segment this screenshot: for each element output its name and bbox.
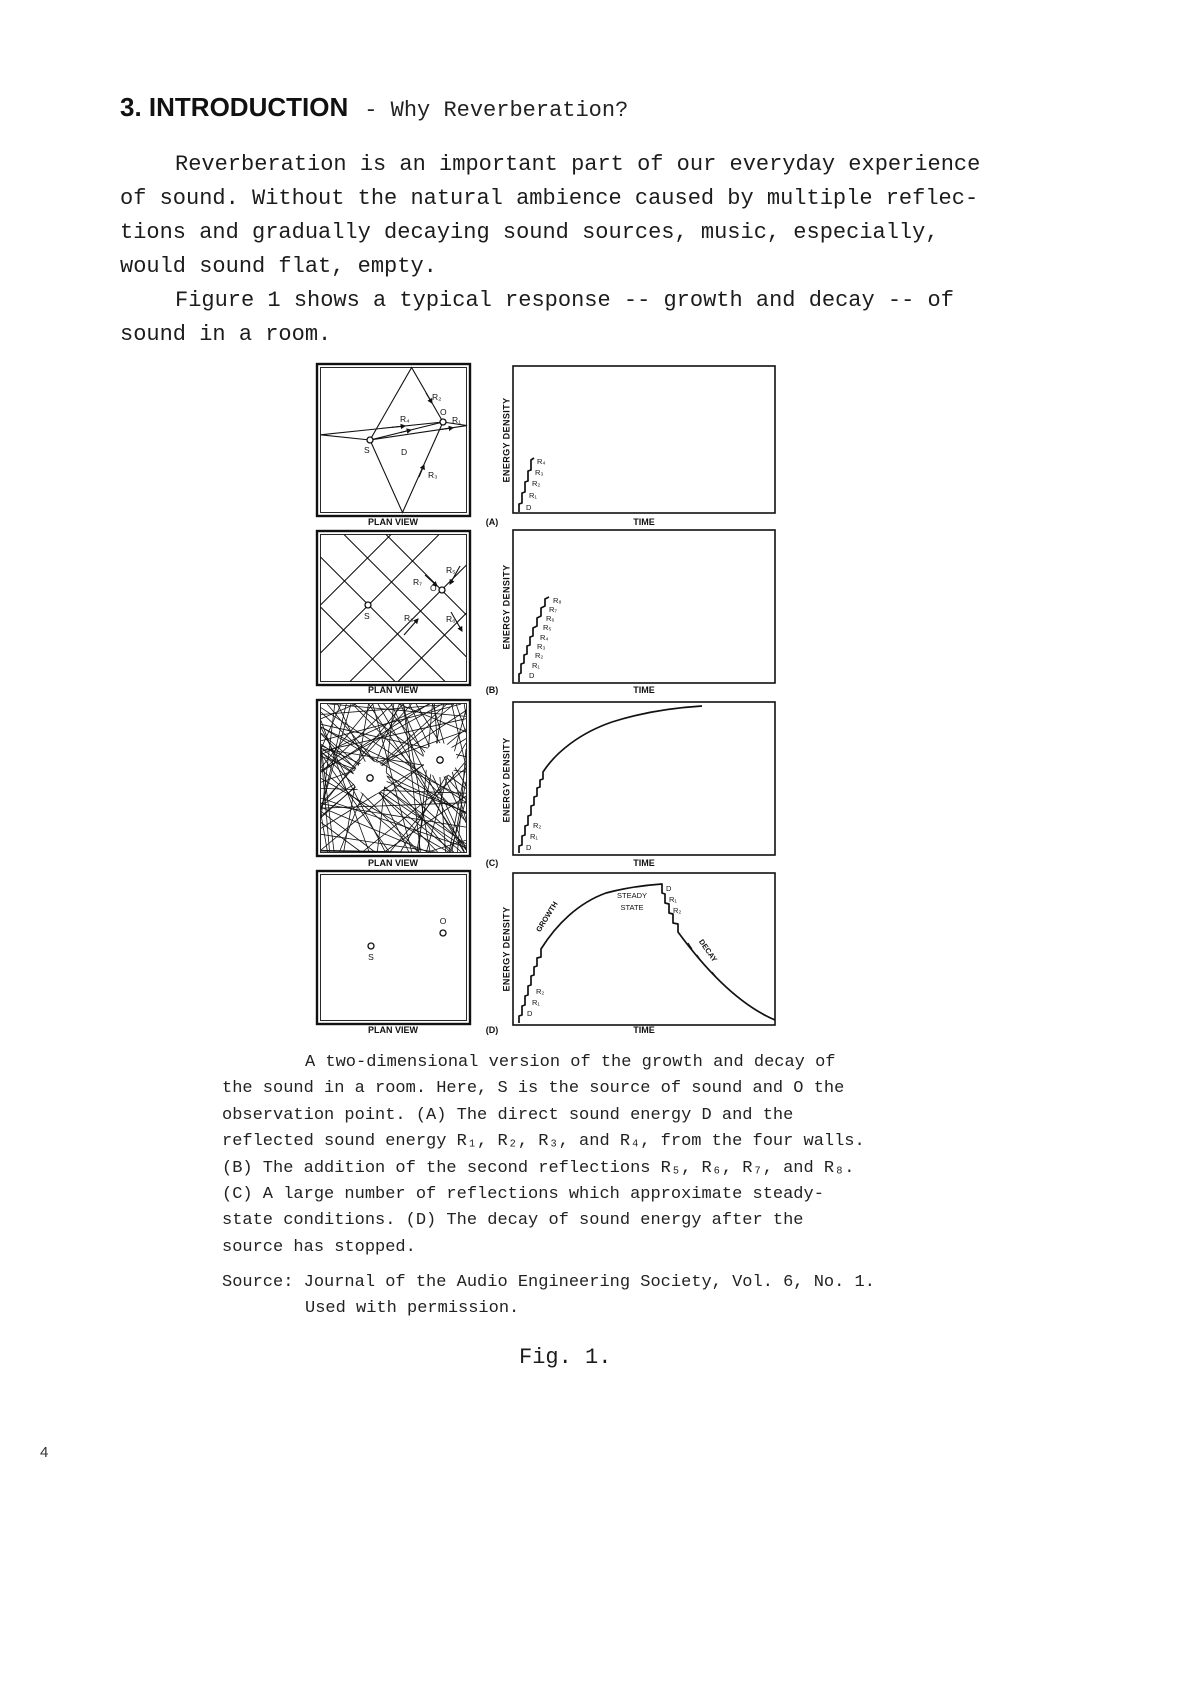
arrow [419,465,424,477]
graph-frame [513,702,775,855]
arrow [440,428,453,430]
label-r4: R₄ [540,633,549,642]
panel-letter: (D) [485,1025,499,1035]
label-source: S [364,611,370,621]
caption-line: (B) The addition of the second reflections R₅, R₆, R₇, and R₈. [222,1158,855,1178]
x-axis-label: TIME [633,858,655,868]
label-decay-r1: R₁ [669,895,677,904]
growth-label: GROWTH [534,899,560,934]
section-title: 3. INTRODUCTION [120,92,349,122]
dense-reflection-paths [321,704,466,852]
observer-marker [437,757,443,763]
label-r4: R₄ [537,457,546,466]
observer-marker [439,587,445,593]
body-line: of sound. Without the natural ambience caused by multiple reflec- [120,186,979,211]
plan-view-label: PLAN VIEW [367,858,419,868]
label-r4: R₄ [400,414,410,424]
reverberation-figure [300,355,800,1045]
plan-frame-inner [321,368,467,513]
caption-line: source has stopped. [222,1237,416,1257]
arrow [392,426,405,427]
label-r2: R₂ [533,821,542,830]
source-line: Used with permission. [305,1299,520,1319]
x-axis-label: TIME [633,685,655,695]
label-r2: R₂ [532,479,541,488]
label-r3: R₃ [428,470,438,480]
y-axis-label: ENERGY DENSITY [501,397,512,483]
source-credit [222,1270,942,1323]
caption-line: the sound in a room. Here, S is the source of sound and O the [222,1079,845,1099]
reflection-path-r3 [370,422,443,513]
label-observer: O [440,407,447,417]
plan-frame-inner [321,875,467,1021]
steady-state-label-line1: STEADY [616,891,648,900]
figure-label: Fig. 1. [519,1345,612,1370]
energy-graph-b [501,530,775,683]
y-axis-label: ENERGY DENSITY [501,906,512,992]
caption-line: state conditions. (D) The decay of sound energy after the [222,1211,804,1231]
panel-letter: (A) [485,517,499,527]
decay-label: DECAY [697,937,720,964]
source-marker [367,775,373,781]
panel-a [317,364,775,527]
plan-view-a [317,364,470,516]
label-r2: R₂ [536,987,545,996]
plan-frame-inner [321,535,467,682]
body-line: would sound flat, empty. [120,254,437,279]
label-r5: R₅ [446,565,456,575]
section-heading [120,90,628,124]
label-r8: R₈ [553,596,562,605]
reflection-path [344,535,467,658]
label-r6: R₆ [446,614,456,624]
label-direct: D [529,671,535,680]
body-line: sound in a room. [120,322,332,347]
observer-marker [440,930,446,936]
label-r8: R₈ [404,613,414,623]
energy-graph-c [501,702,775,855]
plan-view-b [317,531,470,685]
plan-view-label: PLAN VIEW [367,685,419,695]
body-line: Reverberation is an important part of our everyday experience [175,152,981,177]
reflection-path-r2 [370,368,443,441]
caption-line: observation point. (A) The direct sound energy D and the [222,1105,794,1125]
page-number: 4 [40,1444,49,1461]
panel-letter: (B) [485,685,499,695]
panel-letter: (C) [485,858,499,868]
label-r7: R₇ [549,605,557,614]
body-line: tions and gradually decaying sound sources, music, especially, [120,220,939,245]
body-text [120,148,1040,352]
label-r1: R₁ [529,491,537,500]
label-direct: D [401,447,408,457]
label-source: S [368,952,374,962]
label-observer: O [430,583,437,593]
label-r2: R₂ [535,651,544,660]
x-axis-label: TIME [633,517,655,527]
panel-d [317,871,775,1035]
label-r1: R₁ [532,661,540,670]
energy-graph-a [501,366,775,513]
plan-frame [317,531,470,685]
figure-caption [222,1050,942,1261]
observer-marker [440,419,446,425]
panel-b [317,530,775,695]
reflection-path [329,704,466,716]
energy-graph-d [501,873,775,1025]
body-line: Figure 1 shows a typical response -- growth and decay -- of [175,288,954,313]
label-direct: D [527,1009,533,1018]
plan-view-d [317,871,470,1024]
label-decay-r2: R₂ [673,906,682,915]
label-r3: R₃ [535,468,544,477]
graph-frame [513,366,775,513]
source-marker [368,943,374,949]
section-subtitle: - Why Reverberation? [364,98,629,123]
source-line: Source: Journal of the Audio Engineering Society, Vol. 6, No. 1. [222,1273,875,1292]
y-axis-label: ENERGY DENSITY [501,564,512,650]
y-axis-label: ENERGY DENSITY [501,737,512,823]
steady-state-label-line2: STATE [620,903,644,912]
source-marker [365,602,371,608]
label-r1: R₁ [452,415,462,425]
reflection-path [321,807,428,852]
paragraph [120,284,1040,352]
caption-line: (C) A large number of reflections which approximate steady- [222,1184,824,1204]
arrow [400,430,411,433]
label-r3: R₃ [537,642,546,651]
plan-view-label: PLAN VIEW [367,1025,419,1035]
source-marker [367,437,373,443]
plan-view-label: PLAN VIEW [367,517,419,527]
label-decay-direct: D [666,884,672,893]
caption-line: A two-dimensional version of the growth and decay of [305,1053,836,1072]
plan-view-c [317,700,470,856]
label-r6: R₆ [546,614,555,623]
label-r1: R₁ [530,832,538,841]
reflection-path [434,704,445,852]
energy-curve [519,706,702,853]
plan-frame [317,871,470,1024]
label-direct: D [526,503,532,512]
label-source: S [364,445,370,455]
label-direct: D [526,843,532,852]
reflection-path [321,535,392,606]
label-observer: O [439,916,447,926]
panel-c [317,700,775,868]
label-r2: R₂ [432,392,442,402]
reflection-path [321,535,440,654]
caption-line: reflected sound energy R₁, R₂, R₃, and R₄, from the four walls. [222,1132,865,1152]
label-r1: R₁ [532,998,540,1007]
label-r7: R₇ [413,577,423,587]
paragraph [120,148,1040,284]
x-axis-label: TIME [633,1025,655,1035]
label-r5: R₅ [543,623,552,632]
reflection-path [321,607,396,682]
